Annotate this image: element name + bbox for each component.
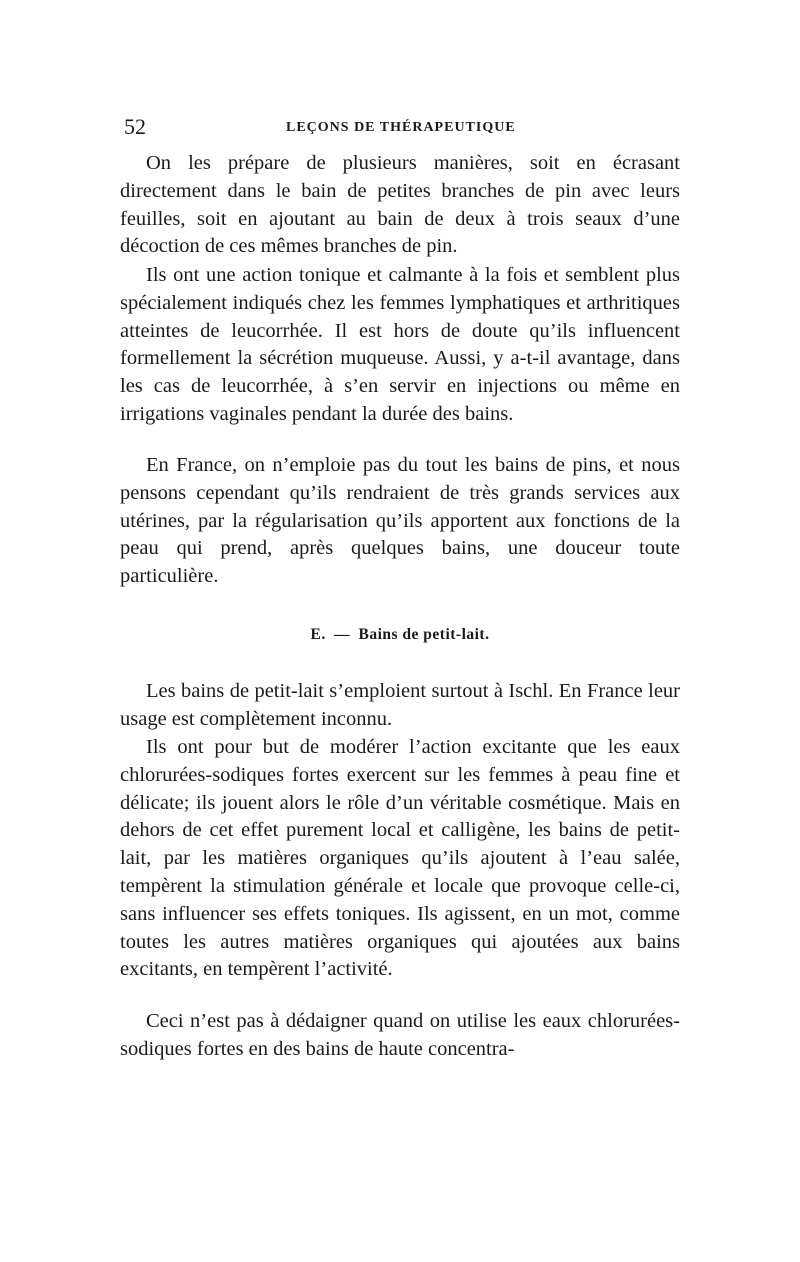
section-dash: — bbox=[334, 626, 351, 643]
page-header bbox=[120, 114, 680, 140]
section-letter: E. bbox=[310, 626, 326, 643]
section-title: Bains de petit-lait. bbox=[358, 626, 490, 643]
paragraph-france-pine-baths: En France, on n’emploie pas du tout les bains de pins, et nous pensons cependant qu’ils rendraient de très grands services aux utérines, par la régularisation qu’ils apportent aux fonctions de la peau qui prend, après quelques bains, une douceur toute particulière. bbox=[120, 454, 680, 588]
paragraph-preparation: On les prépare de plusieurs manières, soit en écrasant directement dans le bain de petites branches de pin avec leurs feuilles, soit en ajoutant au bain de deux à trois seaux d’une décoction de ces mêmes branches de pin. bbox=[120, 152, 680, 258]
page-number: 52 bbox=[124, 114, 146, 139]
running-title: LEÇONS DE THÉRAPEUTIQUE bbox=[286, 120, 516, 135]
paragraph-action: Ils ont une action tonique et calmante à la fois et semblent plus spécialement indiqués chez les femmes lymphatiques et arthritiques atteintes de leucorrhée. Il est hors de doute qu’ils influencent formellement la sécrétion muqueuse. Aussi, y a-t-il avantage, dans les cas de leucorrhée, à s’en servir en injections ou même en irrigations vaginales pendant la durée des bains. bbox=[120, 264, 680, 425]
paragraph-concentration: Ceci n’est pas à dédaigner quand on utilise les eaux chlorurées-sodiques fortes en des bains de haute concentra- bbox=[120, 1010, 680, 1060]
paragraph-ischl: Les bains de petit-lait s’emploient surtout à Ischl. En France leur usage est complètement inconnu. bbox=[120, 680, 680, 730]
paragraph-purpose: Ils ont pour but de modérer l’action excitante que les eaux chlorurées-sodiques fortes exercent sur les femmes à peau fine et délicate; ils jouent alors le rôle d’un véritable cosmétique. Mais en dehors de cet effet purement local et calligène, les bains de petit-lait, par les matières organiques qu’ils ajoutent à l’eau salée, tempèrent la stimulation générale et locale que provoque celle-ci, sans influencer ses effets toniques. Ils agissent, en un mot, comme toutes les autres matières organiques qui ajoutées aux bains excitants, en tempèrent l’activité. bbox=[120, 736, 680, 981]
section-heading bbox=[120, 624, 680, 646]
